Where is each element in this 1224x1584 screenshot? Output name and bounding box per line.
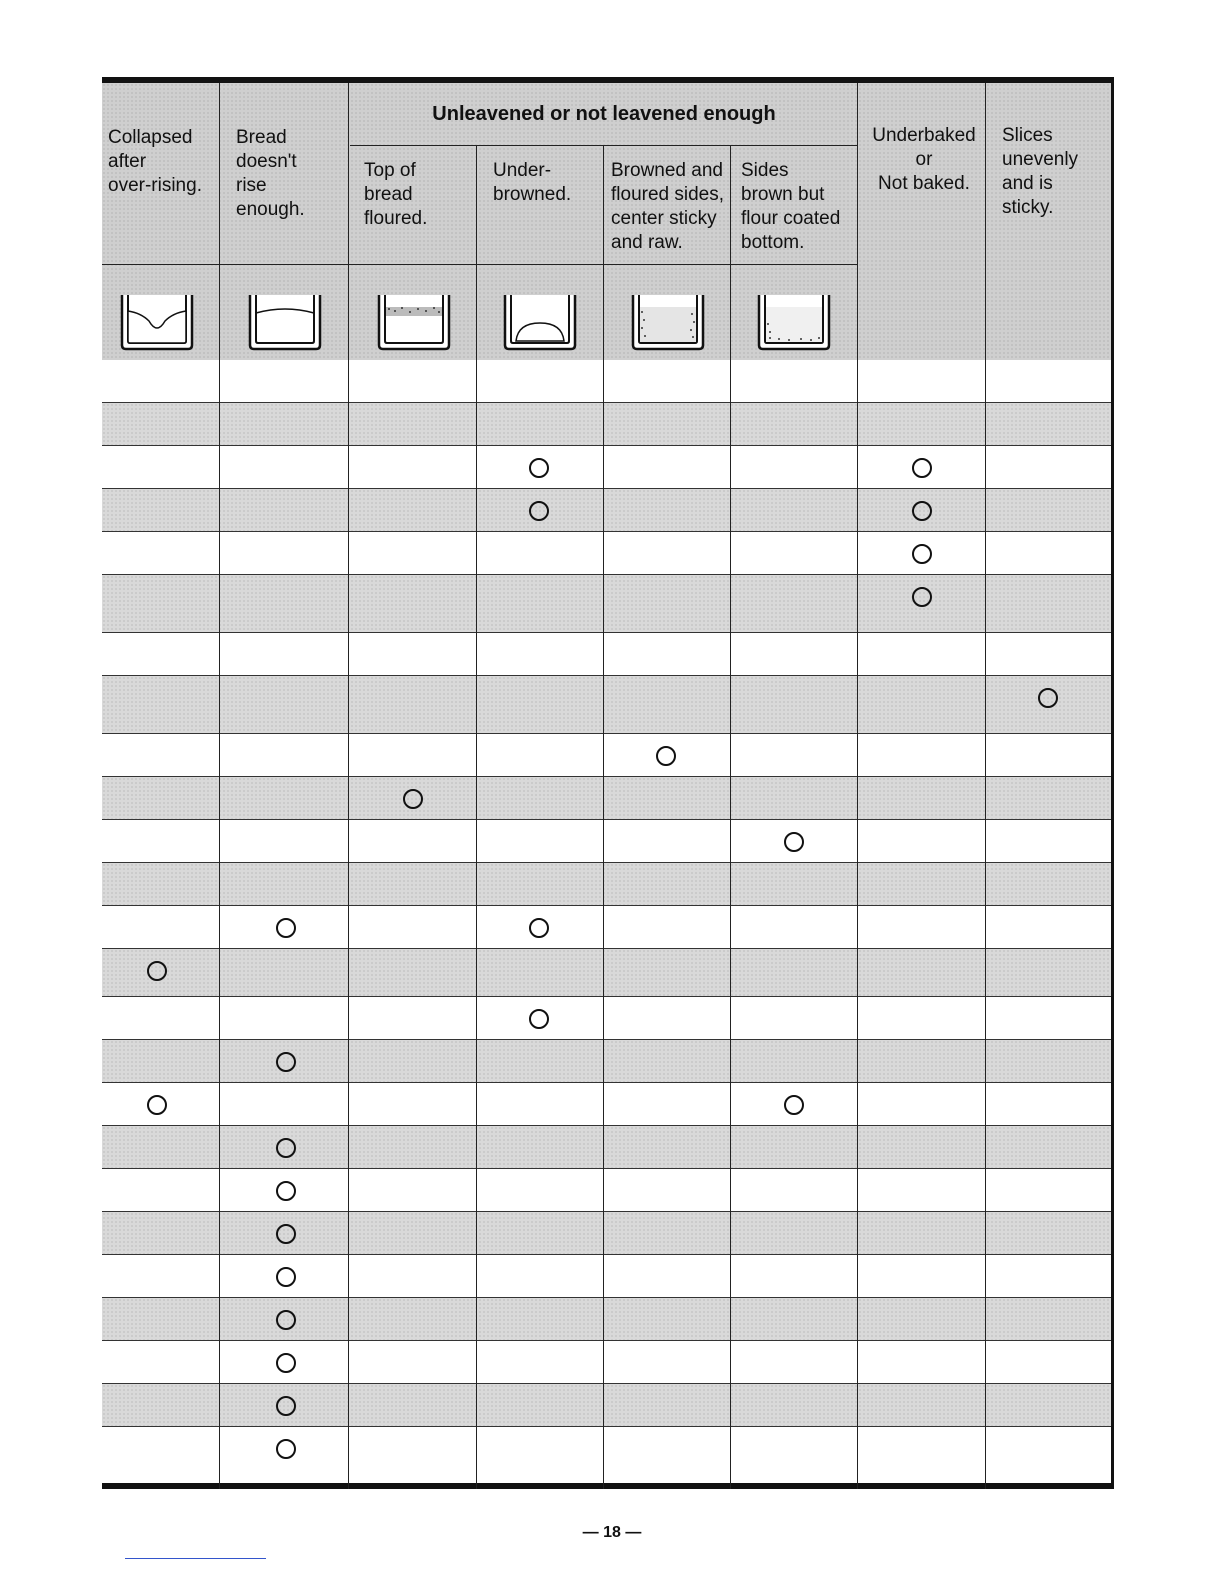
circle-mark-icon [912, 544, 932, 564]
circle-mark-icon [276, 1396, 296, 1416]
circle-mark-icon [276, 1353, 296, 1373]
circle-mark-icon [1038, 688, 1058, 708]
circle-mark-icon [276, 1224, 296, 1244]
pan-floured-top-icon [376, 293, 452, 351]
pan-underbrowned-icon [502, 293, 578, 351]
circle-mark-icon [529, 501, 549, 521]
circle-mark-icon [784, 1095, 804, 1115]
table-header [102, 83, 1111, 360]
column-header-collapsed: Collapsed after over-rising. [108, 127, 202, 196]
table-row [102, 1255, 1111, 1298]
circle-mark-icon [147, 961, 167, 981]
circle-mark-icon [912, 587, 932, 607]
table-row [102, 777, 1111, 820]
table-row [102, 997, 1111, 1040]
pan-collapsed-icon [119, 293, 195, 351]
page-number: — 18 — [582, 1524, 642, 1541]
circle-mark-icon [529, 918, 549, 938]
circle-mark-icon [912, 501, 932, 521]
table-row [102, 1126, 1111, 1169]
table-row [102, 403, 1111, 446]
column-header-not-rise: Bread doesn't rise enough. [236, 127, 305, 220]
circle-mark-icon [276, 1138, 296, 1158]
circle-mark-icon [656, 746, 676, 766]
pan-floured-sides-icon [630, 293, 706, 351]
column-header-sides-brown: Sides brown but flour coated bottom. [741, 160, 841, 253]
table-row [102, 820, 1111, 863]
table-row [102, 1083, 1111, 1126]
table-row [102, 489, 1111, 532]
footnote-rule [125, 1558, 266, 1559]
table-row [102, 1341, 1111, 1384]
table-row [102, 949, 1111, 997]
pan-floured-bottom-icon [756, 293, 832, 351]
table-row [102, 575, 1111, 633]
table-row [102, 1212, 1111, 1255]
circle-mark-icon [276, 1439, 296, 1459]
table-row [102, 1427, 1111, 1489]
pan-low-rise-icon [247, 293, 323, 351]
column-header-browned-floured: Browned and floured sides, center sticky and raw. [611, 160, 725, 253]
table-row [102, 906, 1111, 949]
table-row [102, 446, 1111, 489]
circle-mark-icon [912, 458, 932, 478]
table-row [102, 1040, 1111, 1083]
group-title: Unleavened or not leavened enough [432, 103, 776, 125]
table-row [102, 532, 1111, 575]
column-header-top-floured: Top of bread floured. [364, 160, 428, 229]
table-row [102, 734, 1111, 777]
circle-mark-icon [276, 918, 296, 938]
circle-mark-icon [784, 832, 804, 852]
column-header-underbaked: Underbaked or Not baked. [872, 125, 976, 194]
table-row [102, 1298, 1111, 1341]
circle-mark-icon [276, 1052, 296, 1072]
circle-mark-icon [276, 1267, 296, 1287]
table-row [102, 676, 1111, 734]
circle-mark-icon [147, 1095, 167, 1115]
circle-mark-icon [529, 1009, 549, 1029]
table-row [102, 360, 1111, 403]
table-row [102, 1169, 1111, 1212]
table-row [102, 863, 1111, 906]
troubleshooting-table [102, 77, 1114, 1489]
circle-mark-icon [276, 1181, 296, 1201]
circle-mark-icon [403, 789, 423, 809]
column-header-underbrowned: Under- browned. [493, 160, 572, 205]
column-header-slices-unevenly: Slices unevenly and is sticky. [1002, 125, 1079, 218]
circle-mark-icon [529, 458, 549, 478]
circle-mark-icon [276, 1310, 296, 1330]
table-row [102, 633, 1111, 676]
table-row [102, 1384, 1111, 1427]
